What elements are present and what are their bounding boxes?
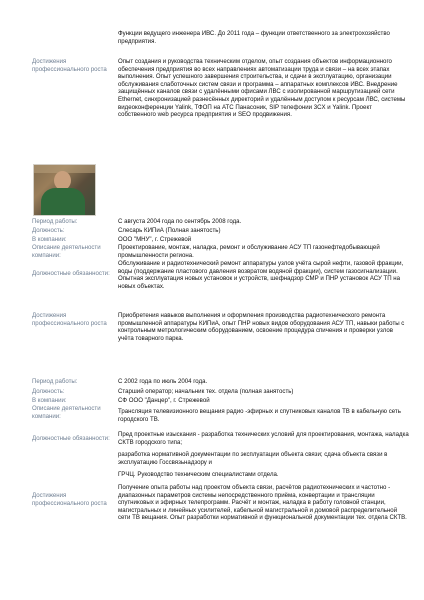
period-label-2: Период работы: — [32, 218, 78, 225]
position-value-2: Слесарь КИПиА (Полная занятость) — [118, 227, 221, 234]
activity-value-3: Трансляция телевизионного вещания радио -эфирных и спутниковых каналов ТВ в кабельную сеть городского ТВ. — [118, 408, 401, 423]
top-functions-text: Функции ведущего инженера ИВС. До 2011 года – функции ответственного за электрохозяйство предприятия. — [118, 30, 390, 45]
company-value-2: ООО "МНУ", г. Стрежевой — [118, 236, 192, 243]
period-value-3: С 2002 года по июль 2004 года. — [118, 378, 208, 385]
profile-photo — [33, 164, 96, 216]
achievements-text-1: Опыт создания и руководства техническим отделом, опыт создания объектов информационного обеспечения предприятия во всех направлениях автоматизации труда и связи – на всех этапах выполнения. Опыт успешного завершения строительства, и сдачи в эксплуатацию, организации обслуживания слаботочных систем связи и программа – аппаратных комплексов ИВС. Внедрение защищённых каналов связи с удалёнными офисами ЛВС с изолированной маршрутизацией сети Ethernet, синхронизацией разнесённых директорий и удалённым доступом к ресурсам ЛВС, системы видеоконференции Yalink, ТФОП на АТС Панасоник, SIP телефонии 3CX и Yalink. Проект собственного web ресурса предприятия и SEO продвижения. — [118, 58, 406, 119]
position-value-3: Старший оператор; начальник тех. отдела (полная занятость) — [118, 388, 294, 395]
duties-item: Пред проектные изыскания - разработка технических условий для проектирования, монтажа, наладка СКТВ городского типа; — [118, 431, 409, 446]
activity-label-3: Описание деятельности компании: — [32, 405, 101, 420]
duties-label-3: Должностные обязанности: — [32, 435, 110, 442]
period-label-3: Период работы: — [32, 378, 78, 385]
duties-list-3 — [118, 431, 410, 484]
achievements-label-3: Достижения профессионального роста — [32, 492, 107, 507]
achievements-label-1: Достижения профессионального роста — [32, 58, 107, 73]
position-label-3: Должность: — [32, 388, 65, 395]
duties-item: разработка нормативной документации по эксплуатации объекта связи; сдача объекта связи в эксплуатацию Госсвязьнадзору и — [118, 451, 388, 466]
duties-label-2: Должностные обязанности: — [32, 270, 110, 277]
period-value-2: С августа 2004 года по сентябрь 2008 года. — [118, 218, 242, 225]
achievements-value-2: Приобретения навыков выполнения и оформления производства радиотехнического ремонта промышленной аппаратуры КИПиА, опыт ПНР новых видов оборудования АСУ ТП, навыки работы с контрольным метрологическим оборудованием, освоение процедура спичения и проверки узлов учёта товарного парка. — [118, 312, 405, 342]
company-value-3: СФ ООО "Данцер", г. Стрежевой — [118, 397, 210, 404]
company-label-2: В компании: — [32, 236, 67, 243]
achievements-value-3: Получение опыта работы над проектом объекта связи, расчётов радиотехнических и частотно - диапазонных параметров системы непосредственного приёма, конвертации и трансляции спутниковых и эфирных телепрограмм. Расчёт и монтаж, наладка в работу головной станции, магистральных и линейных усилителей, кабельной магистральной и домовой распределительной сети ТВ вещания. Опыт разработки нормативной и функциональной документации тех. отдела СКТВ. — [118, 484, 407, 522]
activity-label-2: Описание деятельности компании: — [32, 244, 101, 259]
position-label-2: Должность: — [32, 227, 65, 234]
activity-value-2: Проектирование, монтаж, наладка, ремонт и обслуживание АСУ ТП газонефтедобывающей промышленности региона. — [118, 244, 380, 259]
duties-item: ГРЧЦ. Руководство техническим специалистами отдела. — [118, 471, 279, 479]
company-label-3: В компании: — [32, 397, 67, 404]
achievements-label-2: Достижения профессионального роста — [32, 312, 107, 327]
duties-value-2: Обслуживание и радиотехнический ремонт аппаратуры узлов учёта сырой нефти, газовой фракции, воды (поддержание пластового давления возвратом водяной фракции), систем газосигнализации. Опытная эксплуатация новых установок и устройств, шефнадзор СМР и ПНР установок АСУ ТП на новых объектах. — [118, 260, 404, 290]
